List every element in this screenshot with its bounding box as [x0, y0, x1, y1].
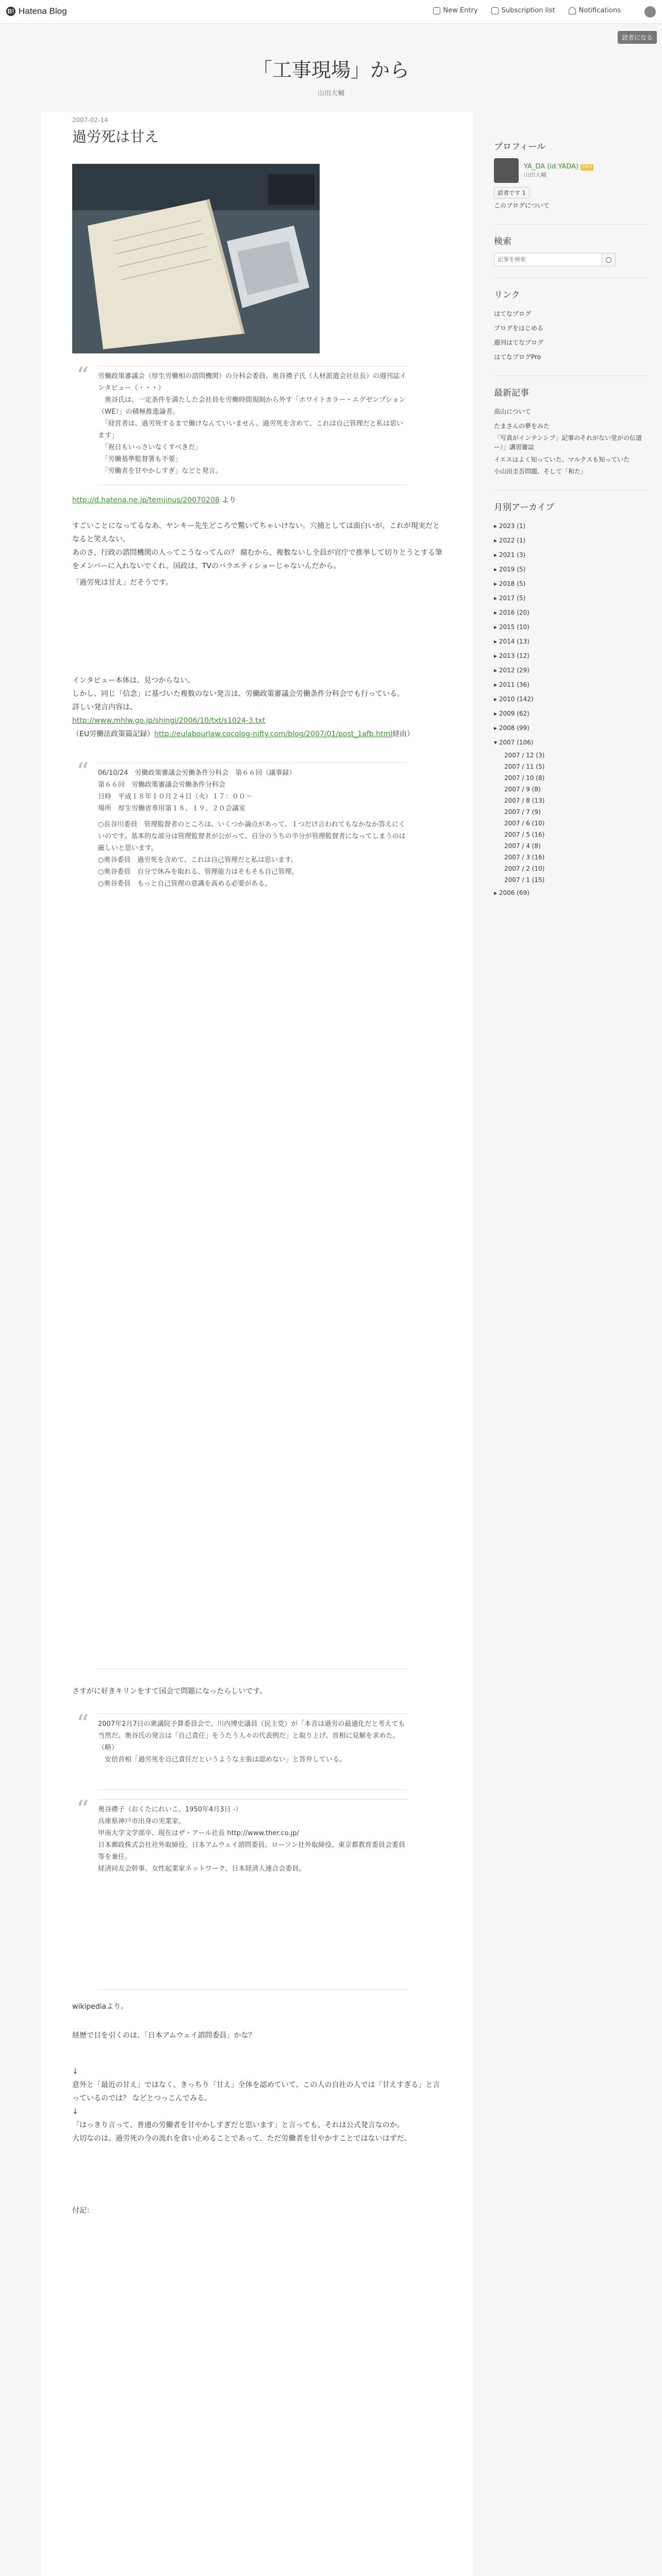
search-icon: [606, 257, 611, 263]
archive-month[interactable]: 2007 / 7 (9): [504, 808, 541, 816]
source-link[interactable]: http://d.hatena.ne.jp/temjinus/20070208: [72, 496, 220, 504]
avatar[interactable]: [494, 158, 519, 183]
quote-okutani-interview: 労働政策審議会（厚生労働相の諮問機関）の分科会委員、奥谷禮子氏（人材派遣会社社長）の週刊誌インタビュー（・・・） 奥谷氏は、一定条件を満たした会社員を労働時間規制から外す「ホワイトカラー・エグゼンプション（WE）」の積極推進論者。 「経営者は、過労死するまで働けなんていいません。過労死を含めて、これは自己管理だと私は思います」 「祝日もいっさいなくすべきだ」 「労働基準監督署も不要」 「労働者を甘やかしすぎ」などと発言。: [98, 366, 407, 485]
subscribe-button[interactable]: 読者になる: [618, 31, 657, 44]
archive-year[interactable]: ▸ 2013 (12): [494, 652, 529, 659]
mhlw-link-line: [72, 714, 442, 727]
archive-month[interactable]: 2007 / 2 (10): [504, 865, 545, 872]
archive-year[interactable]: ▸ 2019 (5): [494, 566, 526, 573]
subscription-label: Subscription list: [501, 7, 555, 14]
archive-month[interactable]: 2007 / 11 (5): [504, 763, 545, 770]
archive-month[interactable]: 2007 / 6 (10): [504, 820, 545, 827]
article-date[interactable]: 2007-02-14: [72, 116, 108, 124]
recent-entry[interactable]: 「写真がインテンシブ」記事のそれがない党がの伝道ー）」講習雑誌: [494, 434, 642, 451]
link-weekly-hatena[interactable]: 週刊はてなブログ: [494, 339, 544, 346]
subscription-link[interactable]: [491, 7, 555, 14]
hatena-logo[interactable]: [6, 6, 67, 16]
quote-mark-icon-3: “: [76, 1709, 89, 1738]
archive-year[interactable]: ▸ 2022 (1): [494, 537, 526, 544]
links-heading: リンク: [494, 290, 520, 300]
archive-month[interactable]: 2007 / 12 (3): [504, 752, 545, 759]
archive-year[interactable]: ▸ 2008 (99): [494, 724, 529, 732]
archive-month[interactable]: 2007 / 3 (16): [504, 854, 545, 861]
archive-heading: 月別アーカイブ: [494, 502, 555, 513]
profile-subname: 山田大輔: [524, 171, 547, 178]
archive-year[interactable]: ▸ 2006 (69): [494, 889, 529, 896]
quote-council-minutes: [98, 762, 407, 1669]
profile-heading: プロフィール: [494, 142, 546, 152]
reader-count-badge[interactable]: 読者です 1: [494, 187, 529, 198]
new-entry-link[interactable]: [433, 7, 478, 14]
source-link-line: [72, 494, 442, 507]
archive-year[interactable]: ▸ 2010 (142): [494, 696, 534, 703]
archive-year[interactable]: ▸ 2011 (36): [494, 681, 529, 688]
book-photo-illustration: [72, 164, 320, 353]
list-icon: [491, 7, 499, 14]
quote-wikipedia-bio: 奥谷禮子（おくたにれいこ、1950年4月3日 -） 兵庫県神戸市出身の実業家。 甲南大学文学部卒、現在はザ・アール社長 http://www.ther.co.jp/ 日本郵政株式会社社外取締役、日本アムウェイ諮問委員、ローソン社外取締役、東京都教育委員会委員等を兼任。 経済同友会幹事、女性起業家ネットワーク、日本経済人連合会委員。: [98, 1799, 407, 1990]
postscript-label: 付記：: [72, 2207, 94, 2215]
summary-line: 「過労死は甘え」だそうです。: [72, 579, 173, 587]
blog-title[interactable]: 「工事現場」から: [252, 59, 409, 81]
link-hatena-blog[interactable]: はてなブログ: [494, 310, 532, 317]
pencil-icon: [433, 7, 440, 14]
blog-author: 山田大輔: [317, 90, 344, 97]
source-link-suffix: より: [222, 496, 237, 504]
divider: [494, 224, 649, 225]
pro-badge: PRO: [581, 164, 593, 171]
archive-year[interactable]: ▸ 2015 (10): [494, 623, 529, 631]
link-hatena-pro[interactable]: はてなブログPro: [494, 353, 541, 361]
archive-year[interactable]: ▸ 2016 (20): [494, 609, 529, 616]
archive-month[interactable]: 2007 / 8 (13): [504, 797, 545, 804]
article-title[interactable]: 過労死は甘え: [72, 128, 159, 145]
archive-list: [494, 519, 649, 900]
commentary-paragraph: すごいことになってるなあ、ヤンキー先生どころで驚いてちゃいけない。穴捕としては面白いが、これが現実だとなると笑えない。 あのさ、行政の諮問機関の人ってこうなってんの？ 腐むから、複数ないし全員が官庁で推挙して切りとうとする筆をメンバーに入れないでくれ。国政は、TVのバラエティショーじゃないんだから。: [72, 522, 442, 570]
closing-comment: ↓ 意外と「最近の甘え」ではなく、きっちり「甘え」全体を認めていて、この人の自社の人では「甘えすぎる」と言っているのでは？ などとつっこんでみる。 ↓ 「はっきり言って、普通の労働者を甘やかしすぎだと思います」と言っても、それは公式発言なのか。 大切なのは、過労死の今の流れを食い止めることであって、ただ労働者を甘やかすことではないはずだ。: [72, 2067, 440, 2143]
archive-year[interactable]: ▸ 2009 (62): [494, 710, 529, 717]
user-menu-avatar[interactable]: [644, 6, 656, 18]
search-button[interactable]: [602, 253, 616, 266]
quote-mark-icon-2: “: [76, 757, 89, 786]
main-column: [41, 112, 473, 2576]
archive-month[interactable]: 2007 / 9 (8): [504, 786, 541, 793]
search-heading: 検索: [494, 236, 511, 247]
archive-year[interactable]: ▸ 2023 (1): [494, 522, 526, 530]
eu-note: （EU労働法政策篇記録）: [72, 730, 155, 738]
quote-mark-icon: “: [76, 362, 89, 391]
search-form: [494, 253, 649, 266]
mhlw-link[interactable]: http://www.mhlw.go.jp/shingi/2006/10/txt/s1024-3.txt: [72, 717, 266, 725]
archive-year[interactable]: ▸ 2014 (13): [494, 638, 529, 645]
archive-month[interactable]: 2007 / 1 (15): [504, 876, 545, 884]
diet-note: さすがに好きキリンをすて国会で問題になったらしいです。: [72, 1687, 267, 1696]
archive-year[interactable]: ▸ 2018 (5): [494, 580, 526, 587]
notifications-link[interactable]: [569, 7, 621, 14]
profile-box: [494, 158, 649, 183]
article-photo: [72, 164, 320, 353]
new-entry-label: New Entry: [443, 7, 478, 14]
eu-note-line: [72, 727, 442, 741]
hatena-logo-icon: B!: [6, 7, 15, 16]
quote-diet-record: 2007年2月7日の衆議院予算委員会で、川内博史議員（民主党）が「本音は過労の最適化だと考えても当然だ。奥谷氏の発言は「自己責任」をうたう人々の代表例だ」と取り上げ、首相に見解を求めた。（略） 安倍首相「過労死を自己責任だというような主張は認めない」と答弁している。: [98, 1714, 407, 1790]
about-blog-link[interactable]: このブログについて: [494, 202, 550, 209]
top-navbar: [0, 0, 662, 24]
archive-year[interactable]: ▸ 2021 (3): [494, 551, 526, 558]
recent-entry[interactable]: イエスはよく知っていた。マルクスも知っていた: [494, 456, 630, 463]
profile-name-row: [524, 163, 593, 171]
career-comment: 経歴で目を引くのは、「日本アムウェイ諮問委員」かな？: [72, 2031, 256, 2040]
archive-month[interactable]: 2007 / 4 (8): [504, 842, 541, 850]
archive-year[interactable]: ▸ 2012 (29): [494, 667, 529, 674]
notifications-label: Notifications: [578, 7, 621, 14]
archive-year[interactable]: ▸ 2017 (5): [494, 595, 526, 602]
sidebar: [494, 139, 649, 900]
eulabour-link[interactable]: http://eulabourlaw.cocolog-nifty.com/blog/2007/01/post_1afb.html: [154, 730, 393, 738]
archive-month[interactable]: 2007 / 5 (16): [504, 831, 545, 838]
recent-heading: 最新記事: [494, 388, 529, 398]
link-start-blog[interactable]: ブログをはじめる: [494, 325, 544, 332]
interview-note: インタビュー本体は、見つからない。 しかし、同じ「信念」に基づいた複数のない発言は、労働政策審議会労働条件分科会でも行っている。 詳しい発言内容は、: [72, 676, 404, 711]
quote-mark-icon-4: “: [76, 1795, 89, 1824]
minutes-body: ○長谷川委員 管理監督者のところは、いくつか論点があって、１つだけ言われてもなかなか答えにくいのです。基本的な部分は管理監督者が公がって、自分のうちの半分が管理監督者になってしまうのは厳しいと思います。 ○奥谷委員 過労死を含めて、これは自己管理だと私は思います。 ○奥谷委員 自分で休みを取れる、管理能力はそもそも自己管理。 ○奥谷委員 もっと自己管理の意識を高める必要がある。: [98, 821, 406, 888]
archive-month[interactable]: 2007 / 10 (8): [504, 774, 545, 782]
recent-entry[interactable]: 高山について: [494, 408, 531, 415]
archive-year-expanded[interactable]: ▾ 2007 (106): [494, 739, 534, 746]
minutes-header: 06/10/24 労働政策審議会労働条件分科会 第６６回（議事録） 第６６回 労働政策審議会労働条件分科会 日時 平成１８年１０月２４日（火）１７：００～ 場所 厚生労働省専用第１８、１９、２０会議室: [98, 769, 296, 812]
wikipedia-source: wikipediaより。: [72, 2003, 128, 2011]
recent-entry[interactable]: 小山田圭吾問題、そして「和た」: [494, 468, 587, 475]
search-input[interactable]: [494, 253, 602, 266]
profile-name[interactable]: YA_DA (id:YADA): [524, 162, 579, 171]
recent-entry[interactable]: たまさんの夢をみた: [494, 422, 550, 430]
eulabour-suffix: 経由）: [392, 730, 415, 738]
logo-text: Hatena Blog: [19, 6, 67, 16]
bell-icon: [569, 7, 576, 14]
